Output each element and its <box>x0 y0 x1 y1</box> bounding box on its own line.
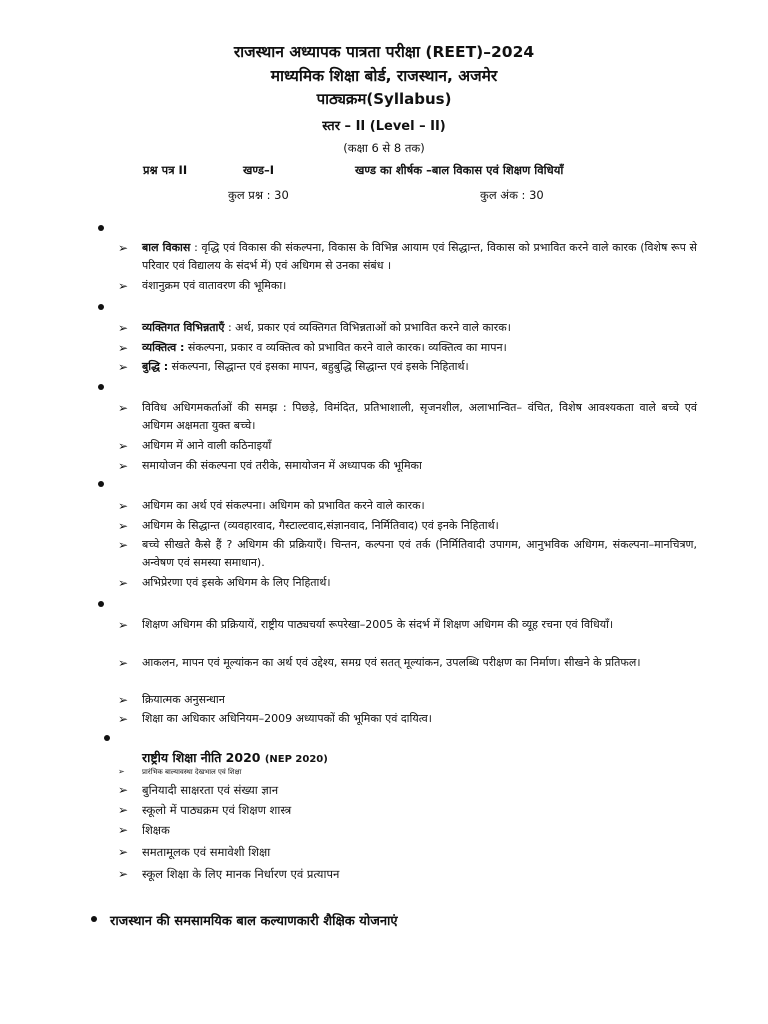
syllabus-item: बच्चे सीखते कैसे हैं ? अधिगम की प्रक्रियाएँ। चिन्तन, कल्पना एवं तर्क (निर्मितिवादी उपागम, आनुभविक अधिगम, संकल्पना–मानचित्रण, अन्वेषण एवं समस्या समाधान). <box>142 538 697 569</box>
section-label: खण्ड–I <box>243 163 275 177</box>
syllabus-item: बुद्धि : संकल्पना, सिद्धान्त एवं इसका मापन, बहुबुद्धि सिद्धान्त एवं इसके निहितार्थ। <box>142 360 469 373</box>
arrow-bullet-icon: ➢ <box>118 656 129 670</box>
nep-item: बुनियादी साक्षरता एवं संख्या ज्ञान <box>142 783 279 797</box>
total-marks: कुल अंक : 30 <box>480 188 544 202</box>
syllabus-item: अधिगम का अर्थ एवं संकल्पना। अधिगम को प्रभावित करने वाले कारक। <box>142 499 425 512</box>
arrow-bullet-icon: ➢ <box>118 499 129 513</box>
arrow-bullet-icon: ➢ <box>118 341 129 355</box>
syllabus-item: शिक्षण अधिगम की प्रक्रियायें, राष्ट्रीय पाठ्यचर्या रूपरेखा–2005 के संदर्भ में शिक्षण अधिगम की व्यूह रचना एवं विधियाँ। <box>142 618 614 631</box>
final-bullet-text: राजस्थान की समसामयिक बाल कल्याणकारी शैक्षिक योजनाएं <box>110 914 398 929</box>
paper-label: प्रश्न पत्र II <box>143 163 188 177</box>
arrow-bullet-icon: ➢ <box>118 693 129 707</box>
nep-item: प्रारंभिक बाल्यावस्था देखभाल एवं शिक्षा <box>142 768 242 776</box>
syllabus-item: व्यक्तित्व : संकल्पना, प्रकार व व्यक्तित्व को प्रभावित करने वाले कारक। व्यक्तित्व का मापन। <box>142 341 507 354</box>
syllabus-item: अधिगम के सिद्धान्त (व्यवहारवाद, गैस्टाल्टवाद,संज्ञानवाद, निर्मितिवाद) एवं इनके निहितार्थ। <box>142 519 499 532</box>
group-bullet <box>104 735 110 741</box>
group-bullet <box>98 225 104 231</box>
syllabus-item: बाल विकास : वृद्धि एवं विकास की संकल्पना, विकास के विभिन्न आयाम एवं सिद्धान्त, विकास को प्रभावित करने वाले कारक (विशेष रूप से परिवार एवं विद्यालय के संदर्भ में) एवं अधिगम से उनका संबंध । <box>142 241 697 272</box>
arrow-bullet-icon: ➢ <box>118 401 129 415</box>
syllabus-heading: पाठ्यक्रम(Syllabus) <box>316 90 452 108</box>
syllabus-item: वंशानुक्रम एवं वातावरण की भूमिका। <box>142 279 287 292</box>
arrow-bullet-icon: ➢ <box>118 712 129 726</box>
arrow-bullet-icon: ➢ <box>118 321 129 335</box>
arrow-bullet-icon: ➢ <box>118 360 129 374</box>
arrow-bullet-icon: ➢ <box>118 845 129 859</box>
syllabus-item: विविध अधिगमकर्ताओं की समझ : पिछड़े, विमंदित, प्रतिभाशाली, सृजनशील, अलाभान्वित– वंचित, विशेष आवश्यकता वाले बच्चे एवं अधिगम अक्षमता युक्त बच्चे। <box>142 401 697 432</box>
group-bullet <box>98 384 104 390</box>
arrow-bullet-icon: ➢ <box>118 618 129 632</box>
group-bullet <box>98 601 104 607</box>
arrow-bullet-icon: ➢ <box>118 803 129 817</box>
nep-item: स्कूलो में पाठ्यक्रम एवं शिक्षण शास्त्र <box>142 803 292 817</box>
group-bullet <box>98 481 104 487</box>
class-range: (कक्षा 6 से 8 तक) <box>343 141 425 155</box>
nep-heading: राष्ट्रीय शिक्षा नीति 2020 (NEP 2020) <box>142 750 328 765</box>
arrow-bullet-icon: ➢ <box>118 867 129 881</box>
arrow-bullet-icon: ➢ <box>118 767 125 776</box>
syllabus-item: शिक्षा का अधिकार अधिनियम–2009 अध्यापकों की भूमिका एवं दायित्व। <box>142 712 432 725</box>
syllabus-item: अभिप्रेरणा एवं इसके अधिगम के लिए निहितार्थ। <box>142 576 331 589</box>
group-bullet <box>91 916 97 922</box>
syllabus-item: व्यक्तिगत विभिन्नताएँ : अर्थ, प्रकार एवं व्यक्तिगत विभिन्नताओं को प्रभावित करने वाले कारक। <box>142 321 511 334</box>
arrow-bullet-icon: ➢ <box>118 241 129 255</box>
arrow-bullet-icon: ➢ <box>118 538 129 552</box>
syllabus-item: क्रियात्मक अनुसन्धान <box>142 693 225 706</box>
arrow-bullet-icon: ➢ <box>118 459 129 473</box>
arrow-bullet-icon: ➢ <box>118 783 129 797</box>
arrow-bullet-icon: ➢ <box>118 439 129 453</box>
syllabus-item: आकलन, मापन एवं मूल्यांकन का अर्थ एवं उद्देश्य, समग्र एवं सतत् मूल्यांकन, उपलब्धि परीक्षण का निर्माण। सीखने के प्रतिफल। <box>142 656 641 669</box>
level-heading: स्तर – II (Level – II) <box>322 119 446 134</box>
arrow-bullet-icon: ➢ <box>118 576 129 590</box>
board-name: माध्यमिक शिक्षा बोर्ड, राजस्थान, अजमेर <box>270 67 498 85</box>
section-title: खण्ड का शीर्षक –बाल विकास एवं शिक्षण विधियाँ <box>355 163 564 177</box>
exam-title: राजस्थान अध्यापक पात्रता परीक्षा (REET)–2024 <box>233 43 535 61</box>
nep-item: स्कूल शिक्षा के लिए मानक निर्धारण एवं प्रत्यापन <box>142 867 340 881</box>
syllabus-item: समायोजन की संकल्पना एवं तरीके, समायोजन में अध्यापक की भूमिका <box>142 459 422 472</box>
nep-item: शिक्षक <box>142 823 170 837</box>
total-questions: कुल प्रश्न : 30 <box>228 188 289 202</box>
nep-item: समतामूलक एवं समावेशी शिक्षा <box>142 845 271 859</box>
arrow-bullet-icon: ➢ <box>118 279 129 293</box>
syllabus-item: अधिगम में आने वाली कठिनाइयाँ <box>142 439 272 452</box>
arrow-bullet-icon: ➢ <box>118 823 129 837</box>
arrow-bullet-icon: ➢ <box>118 519 129 533</box>
group-bullet <box>98 304 104 310</box>
